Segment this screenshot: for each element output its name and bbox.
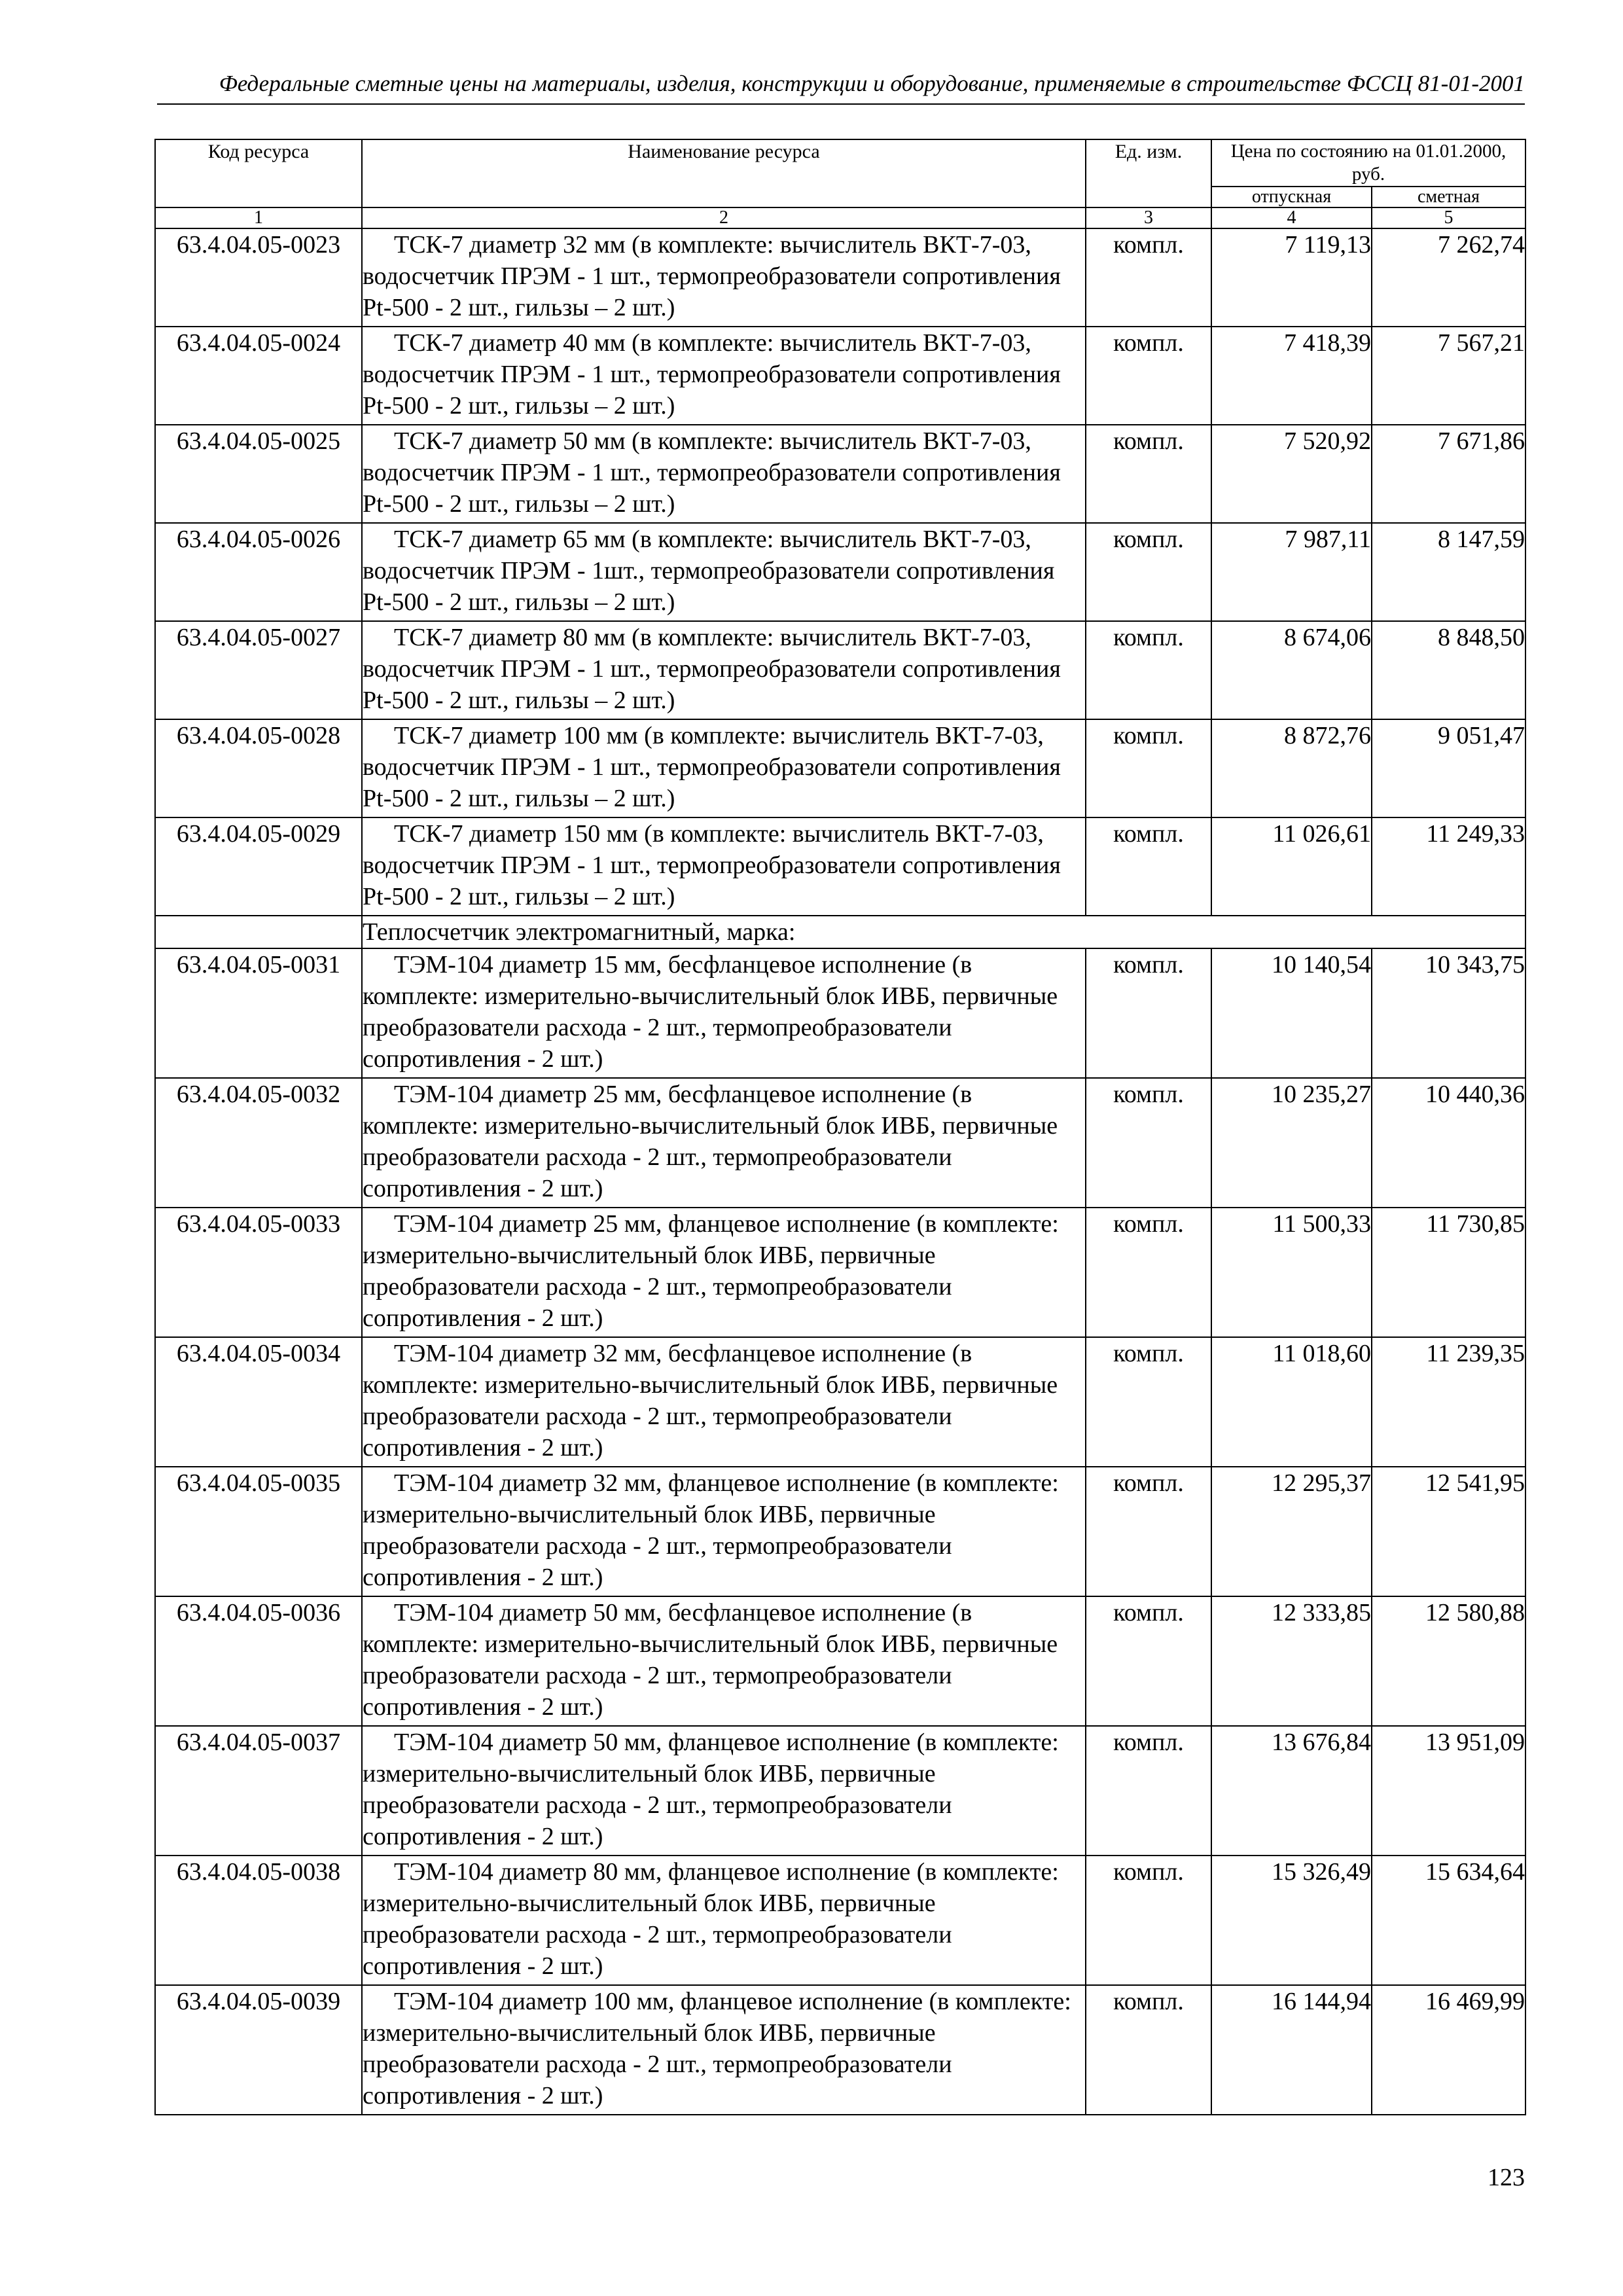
estimate-price: 10 343,75 xyxy=(1372,948,1525,1078)
section-spacer xyxy=(155,916,362,948)
column-number: 3 xyxy=(1086,207,1211,228)
resource-name: ТСК-7 диаметр 150 мм (в комплекте: вычислитель ВКТ-7-03, водосчетчик ПРЭМ - 1 шт., термопреобразователи сопротивления Pt-500 - 2 шт., гильзы – 2 шт.) xyxy=(362,817,1086,916)
resource-code: 63.4.04.05-0024 xyxy=(155,327,362,425)
resource-code: 63.4.04.05-0039 xyxy=(155,1985,362,2115)
running-header: Федеральные сметные цены на материалы, изделия, конструкции и оборудование, применяемые в строительстве ФССЦ 81-01-2001 xyxy=(157,71,1525,105)
release-price: 11 500,33 xyxy=(1211,1208,1372,1337)
resource-name: ТСК-7 диаметр 80 мм (в комплекте: вычислитель ВКТ-7-03, водосчетчик ПРЭМ - 1 шт., термопреобразователи сопротивления Pt-500 - 2 шт., гильзы – 2 шт.) xyxy=(362,621,1086,719)
table-row xyxy=(155,1596,1525,1726)
estimate-price: 12 580,88 xyxy=(1372,1596,1525,1726)
resource-name: ТЭМ-104 диаметр 100 мм, фланцевое исполнение (в комплекте: измерительно-вычислительный блок ИВБ, первичные преобразователи расхода - 2 шт., термопреобразователи сопротивления - 2 шт.) xyxy=(362,1985,1086,2115)
estimate-price: 7 671,86 xyxy=(1372,425,1525,523)
table-row xyxy=(155,1467,1525,1596)
estimate-price: 15 634,64 xyxy=(1372,1856,1525,1985)
unit-of-measure: компл. xyxy=(1086,1078,1211,1208)
table-row xyxy=(155,1726,1525,1856)
unit-of-measure: компл. xyxy=(1086,1596,1211,1726)
estimate-price: 10 440,36 xyxy=(1372,1078,1525,1208)
release-price: 7 987,11 xyxy=(1211,523,1372,621)
resource-code: 63.4.04.05-0036 xyxy=(155,1596,362,1726)
estimate-price: 11 249,33 xyxy=(1372,817,1525,916)
release-price: 12 295,37 xyxy=(1211,1467,1372,1596)
header-estimate-price: сметная xyxy=(1372,187,1525,208)
release-price: 7 520,92 xyxy=(1211,425,1372,523)
resource-name: ТСК-7 диаметр 32 мм (в комплекте: вычислитель ВКТ-7-03, водосчетчик ПРЭМ - 1 шт., термопреобразователи сопротивления Pt-500 - 2 шт., гильзы – 2 шт.) xyxy=(362,228,1086,327)
resource-name: ТЭМ-104 диаметр 32 мм, бесфланцевое исполнение (в комплекте: измерительно-вычислительный блок ИВБ, первичные преобразователи расхода - 2 шт., термопреобразователи сопротивления - 2 шт.) xyxy=(362,1337,1086,1467)
resource-code: 63.4.04.05-0031 xyxy=(155,948,362,1078)
resource-code: 63.4.04.05-0029 xyxy=(155,817,362,916)
table-row xyxy=(155,1856,1525,1985)
resource-name: ТЭМ-104 диаметр 25 мм, фланцевое исполнение (в комплекте: измерительно-вычислительный блок ИВБ, первичные преобразователи расхода - 2 шт., термопреобразователи сопротивления - 2 шт.) xyxy=(362,1208,1086,1337)
header-release-price: отпускная xyxy=(1211,187,1372,208)
resource-code: 63.4.04.05-0025 xyxy=(155,425,362,523)
estimate-price: 11 239,35 xyxy=(1372,1337,1525,1467)
resource-name: ТСК-7 диаметр 100 мм (в комплекте: вычислитель ВКТ-7-03, водосчетчик ПРЭМ - 1 шт., термопреобразователи сопротивления Pt-500 - 2 шт., гильзы – 2 шт.) xyxy=(362,719,1086,817)
release-price: 12 333,85 xyxy=(1211,1596,1372,1726)
unit-of-measure: компл. xyxy=(1086,1985,1211,2115)
estimate-price: 13 951,09 xyxy=(1372,1726,1525,1856)
estimate-price: 8 147,59 xyxy=(1372,523,1525,621)
resource-name: ТЭМ-104 диаметр 25 мм, бесфланцевое исполнение (в комплекте: измерительно-вычислительный блок ИВБ, первичные преобразователи расхода - 2 шт., термопреобразователи сопротивления - 2 шт.) xyxy=(362,1078,1086,1208)
table-row xyxy=(155,948,1525,1078)
tsk-rows xyxy=(155,228,1525,916)
release-price: 13 676,84 xyxy=(1211,1726,1372,1856)
estimate-price: 16 469,99 xyxy=(1372,1985,1525,2115)
column-number: 1 xyxy=(155,207,362,228)
resource-name: ТЭМ-104 диаметр 15 мм, бесфланцевое исполнение (в комплекте: измерительно-вычислительный блок ИВБ, первичные преобразователи расхода - 2 шт., термопреобразователи сопротивления - 2 шт.) xyxy=(362,948,1086,1078)
resource-name: ТСК-7 диаметр 50 мм (в комплекте: вычислитель ВКТ-7-03, водосчетчик ПРЭМ - 1 шт., термопреобразователи сопротивления Pt-500 - 2 шт., гильзы – 2 шт.) xyxy=(362,425,1086,523)
unit-of-measure: компл. xyxy=(1086,327,1211,425)
page-number: 123 xyxy=(1488,2164,1525,2191)
resource-name: ТЭМ-104 диаметр 80 мм, фланцевое исполнение (в комплекте: измерительно-вычислительный блок ИВБ, первичные преобразователи расхода - 2 шт., термопреобразователи сопротивления - 2 шт.) xyxy=(362,1856,1086,1985)
release-price: 11 026,61 xyxy=(1211,817,1372,916)
estimate-price: 7 567,21 xyxy=(1372,327,1525,425)
column-number: 4 xyxy=(1211,207,1372,228)
table-row xyxy=(155,1337,1525,1467)
estimate-price: 11 730,85 xyxy=(1372,1208,1525,1337)
unit-of-measure: компл. xyxy=(1086,228,1211,327)
table-row xyxy=(155,1208,1525,1337)
section-title: Теплосчетчик электромагнитный, марка: xyxy=(362,916,1525,948)
resource-name: ТЭМ-104 диаметр 50 мм, бесфланцевое исполнение (в комплекте: измерительно-вычислительный блок ИВБ, первичные преобразователи расхода - 2 шт., термопреобразователи сопротивления - 2 шт.) xyxy=(362,1596,1086,1726)
estimate-price: 8 848,50 xyxy=(1372,621,1525,719)
release-price: 10 140,54 xyxy=(1211,948,1372,1078)
header-price: Цена по состоянию на 01.01.2000, руб. xyxy=(1211,139,1525,187)
release-price: 8 872,76 xyxy=(1211,719,1372,817)
table-row xyxy=(155,1078,1525,1208)
estimate-price: 9 051,47 xyxy=(1372,719,1525,817)
resource-code: 63.4.04.05-0028 xyxy=(155,719,362,817)
table-row xyxy=(155,817,1525,916)
resource-name: ТСК-7 диаметр 65 мм (в комплекте: вычислитель ВКТ-7-03, водосчетчик ПРЭМ - 1шт., термопреобразователи сопротивления Pt-500 - 2 шт., гильзы – 2 шт.) xyxy=(362,523,1086,621)
resource-code: 63.4.04.05-0034 xyxy=(155,1337,362,1467)
release-price: 16 144,94 xyxy=(1211,1985,1372,2115)
release-price: 10 235,27 xyxy=(1211,1078,1372,1208)
table-row xyxy=(155,719,1525,817)
unit-of-measure: компл. xyxy=(1086,948,1211,1078)
resource-code: 63.4.04.05-0023 xyxy=(155,228,362,327)
table-row xyxy=(155,425,1525,523)
resource-code: 63.4.04.05-0035 xyxy=(155,1467,362,1596)
release-price: 15 326,49 xyxy=(1211,1856,1372,1985)
resource-name: ТЭМ-104 диаметр 50 мм, фланцевое исполнение (в комплекте: измерительно-вычислительный блок ИВБ, первичные преобразователи расхода - 2 шт., термопреобразователи сопротивления - 2 шт.) xyxy=(362,1726,1086,1856)
unit-of-measure: компл. xyxy=(1086,621,1211,719)
column-number: 2 xyxy=(362,207,1086,228)
header-unit: Ед. изм. xyxy=(1086,139,1211,207)
table-row xyxy=(155,1985,1525,2115)
release-price: 7 119,13 xyxy=(1211,228,1372,327)
resource-code: 63.4.04.05-0026 xyxy=(155,523,362,621)
release-price: 7 418,39 xyxy=(1211,327,1372,425)
release-price: 8 674,06 xyxy=(1211,621,1372,719)
resource-code: 63.4.04.05-0033 xyxy=(155,1208,362,1337)
unit-of-measure: компл. xyxy=(1086,523,1211,621)
unit-of-measure: компл. xyxy=(1086,1208,1211,1337)
table-row xyxy=(155,228,1525,327)
unit-of-measure: компл. xyxy=(1086,425,1211,523)
unit-of-measure: компл. xyxy=(1086,1467,1211,1596)
unit-of-measure: компл. xyxy=(1086,1337,1211,1467)
table-row xyxy=(155,523,1525,621)
column-number: 5 xyxy=(1372,207,1525,228)
resource-code: 63.4.04.05-0038 xyxy=(155,1856,362,1985)
resource-code: 63.4.04.05-0032 xyxy=(155,1078,362,1208)
unit-of-measure: компл. xyxy=(1086,1856,1211,1985)
release-price: 11 018,60 xyxy=(1211,1337,1372,1467)
header-code: Код ресурса xyxy=(155,139,362,207)
unit-of-measure: компл. xyxy=(1086,719,1211,817)
estimate-price: 12 541,95 xyxy=(1372,1467,1525,1596)
price-table xyxy=(154,139,1526,2115)
resource-code: 63.4.04.05-0027 xyxy=(155,621,362,719)
unit-of-measure: компл. xyxy=(1086,817,1211,916)
header-name: Наименование ресурса xyxy=(362,139,1086,207)
tem-rows xyxy=(155,948,1525,2115)
resource-name: ТЭМ-104 диаметр 32 мм, фланцевое исполнение (в комплекте: измерительно-вычислительный блок ИВБ, первичные преобразователи расхода - 2 шт., термопреобразователи сопротивления - 2 шт.) xyxy=(362,1467,1086,1596)
table-row xyxy=(155,621,1525,719)
resource-name: ТСК-7 диаметр 40 мм (в комплекте: вычислитель ВКТ-7-03, водосчетчик ПРЭМ - 1 шт., термопреобразователи сопротивления Pt-500 - 2 шт., гильзы – 2 шт.) xyxy=(362,327,1086,425)
resource-code: 63.4.04.05-0037 xyxy=(155,1726,362,1856)
estimate-price: 7 262,74 xyxy=(1372,228,1525,327)
unit-of-measure: компл. xyxy=(1086,1726,1211,1856)
table-row xyxy=(155,327,1525,425)
